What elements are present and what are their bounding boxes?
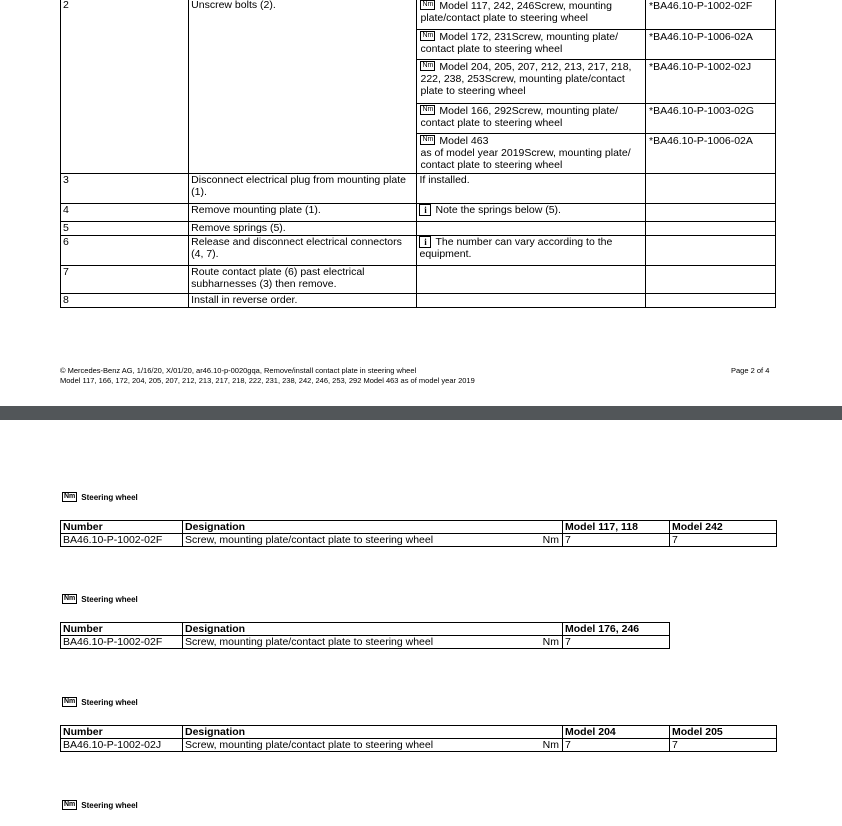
- torque-note: [417, 59, 645, 103]
- step-action: Unscrew bolts (2).: [189, 0, 417, 174]
- step-number: 8: [61, 294, 189, 308]
- torque-spec-link[interactable]: *BA46.10-P-1003-02G: [645, 103, 775, 133]
- step-row-8: [61, 294, 776, 308]
- nm-torque-icon: Nm: [422, 1, 434, 8]
- step-note: [417, 294, 645, 308]
- header-model: Model 204: [563, 726, 670, 739]
- torque-note-text-2: as of model year 2019Screw, mounting plate/ contact plate to steering wheel: [420, 146, 631, 171]
- torque-spec-table: [60, 725, 777, 752]
- step-ref-empty: [645, 204, 775, 222]
- step-note: If installed.: [417, 174, 645, 204]
- cell-value: 7: [563, 534, 670, 547]
- step-number: 3: [61, 174, 189, 204]
- section-title: Steering wheel: [81, 698, 138, 707]
- step-row-3: [61, 174, 776, 204]
- section-heading: [62, 492, 138, 502]
- footer-models: Model 117, 166, 172, 204, 205, 207, 212, 213, 217, 218, 222, 231, 238, 242, 246, 253, 292 Model 463 as of model year 2019: [60, 376, 475, 385]
- table-row: [61, 636, 670, 649]
- section-heading: [62, 594, 138, 604]
- info-note-text: Note the springs below (5).: [435, 204, 561, 216]
- step-number: 5: [61, 222, 189, 236]
- step-ref-empty: [645, 266, 775, 294]
- step-note: [417, 222, 645, 236]
- torque-spec-link[interactable]: *BA46.10-P-1002-02F: [645, 0, 775, 29]
- torque-note-text: Model 166, 292Screw, mounting plate/ contact plate to steering wheel: [420, 104, 618, 129]
- step-note: [417, 266, 645, 294]
- torque-note: [417, 133, 645, 173]
- step-row-4: [61, 204, 776, 222]
- step-number: 7: [61, 266, 189, 294]
- cell-value: 7: [670, 739, 777, 752]
- page-number: Page 2 of 4: [731, 366, 770, 375]
- header-number: Number: [61, 623, 183, 636]
- step-number: 4: [61, 204, 189, 222]
- cell-unit: Nm: [523, 739, 563, 752]
- cell-number: BA46.10-P-1002-02F: [61, 636, 183, 649]
- step-references: [417, 0, 776, 174]
- step-note: [417, 236, 645, 266]
- cell-value: 7: [563, 636, 670, 649]
- header-designation: Designation: [183, 623, 563, 636]
- info-icon: i: [419, 204, 431, 216]
- torque-spec-table: [60, 622, 670, 649]
- step-action: Remove springs (5).: [189, 222, 417, 236]
- step-row-7: [61, 266, 776, 294]
- step-action: Remove mounting plate (1).: [189, 204, 417, 222]
- torque-spec-link[interactable]: *BA46.10-P-1006-02A: [645, 29, 775, 59]
- step-note: [417, 204, 645, 222]
- step-action: Disconnect electrical plug from mounting plate (1).: [189, 174, 417, 204]
- page-separator: [0, 406, 842, 420]
- section-heading: [62, 697, 138, 707]
- header-model: Model 176, 246: [563, 623, 670, 636]
- step-number: 6: [61, 236, 189, 266]
- table-row: [61, 739, 777, 752]
- section-heading: [62, 800, 138, 810]
- cell-unit: Nm: [523, 534, 563, 547]
- torque-note: [417, 29, 645, 59]
- torque-note-text: Model 117, 242, 246Screw, mounting plate/contact plate to steering wheel: [420, 0, 612, 24]
- nm-torque-icon: Nm: [64, 698, 76, 705]
- cell-designation: Screw, mounting plate/contact plate to steering wheel: [183, 534, 523, 547]
- cell-designation: Screw, mounting plate/contact plate to steering wheel: [183, 739, 523, 752]
- torque-note: [417, 0, 645, 29]
- nm-torque-icon: Nm: [64, 493, 76, 500]
- torque-note-text: Model 463: [439, 134, 489, 147]
- step-row-5: [61, 222, 776, 236]
- step-ref-empty: [645, 236, 775, 266]
- cell-number: BA46.10-P-1002-02F: [61, 534, 183, 547]
- footer-copyright: © Mercedes-Benz AG, 1/16/20, X/01/20, ar46.10-p-0020gqa, Remove/install contact plate in steering wheel: [60, 366, 417, 375]
- header-designation: Designation: [183, 521, 563, 534]
- nm-torque-icon: Nm: [422, 31, 434, 39]
- torque-spec-link[interactable]: *BA46.10-P-1002-02J: [645, 59, 775, 103]
- step-action: Install in reverse order.: [189, 294, 417, 308]
- section-title: Steering wheel: [81, 493, 138, 502]
- nm-torque-icon: Nm: [64, 801, 76, 808]
- nm-torque-icon: Nm: [422, 105, 434, 113]
- header-model: Model 117, 118: [563, 521, 670, 534]
- header-model: Model 205: [670, 726, 777, 739]
- torque-spec-table: [60, 520, 777, 547]
- cell-unit: Nm: [523, 636, 563, 649]
- nm-torque-icon: Nm: [422, 61, 434, 69]
- cell-value: 7: [563, 739, 670, 752]
- page-footer: [60, 366, 475, 386]
- step-row-6: [61, 236, 776, 266]
- step-row-2: [61, 0, 776, 174]
- torque-note-text: Model 172, 231Screw, mounting plate/ contact plate to steering wheel: [420, 30, 618, 55]
- document-page-2: [0, 0, 842, 406]
- header-model: Model 242: [670, 521, 777, 534]
- cell-value: 7: [670, 534, 777, 547]
- step-action: Route contact plate (6) past electrical subharnesses (3) then remove.: [189, 266, 417, 294]
- step-number: 2: [61, 0, 189, 174]
- header-number: Number: [61, 521, 183, 534]
- cell-designation: Screw, mounting plate/contact plate to steering wheel: [183, 636, 523, 649]
- step-ref-empty: [645, 174, 775, 204]
- section-title: Steering wheel: [81, 801, 138, 810]
- procedure-steps-table: [60, 0, 776, 308]
- info-icon: i: [419, 236, 431, 248]
- cell-number: BA46.10-P-1002-02J: [61, 739, 183, 752]
- header-designation: Designation: [183, 726, 563, 739]
- document-page-3: [0, 420, 842, 826]
- table-row: [61, 534, 777, 547]
- torque-spec-link[interactable]: *BA46.10-P-1006-02A: [648, 134, 753, 147]
- info-note-text: The number can vary according to the equipment.: [419, 236, 613, 261]
- section-title: Steering wheel: [81, 595, 138, 604]
- step-action: Release and disconnect electrical connectors (4, 7).: [189, 236, 417, 266]
- torque-note-text: Model 204, 205, 207, 212, 213, 217, 218, 222, 238, 253Screw, mounting plate/contact plate to steering wheel: [420, 60, 632, 97]
- step-ref-empty: [645, 222, 775, 236]
- nm-torque-icon: Nm: [64, 595, 76, 602]
- torque-note: [417, 103, 645, 133]
- nm-torque-icon: Nm: [422, 135, 434, 143]
- header-number: Number: [61, 726, 183, 739]
- step-ref-empty: [645, 294, 775, 308]
